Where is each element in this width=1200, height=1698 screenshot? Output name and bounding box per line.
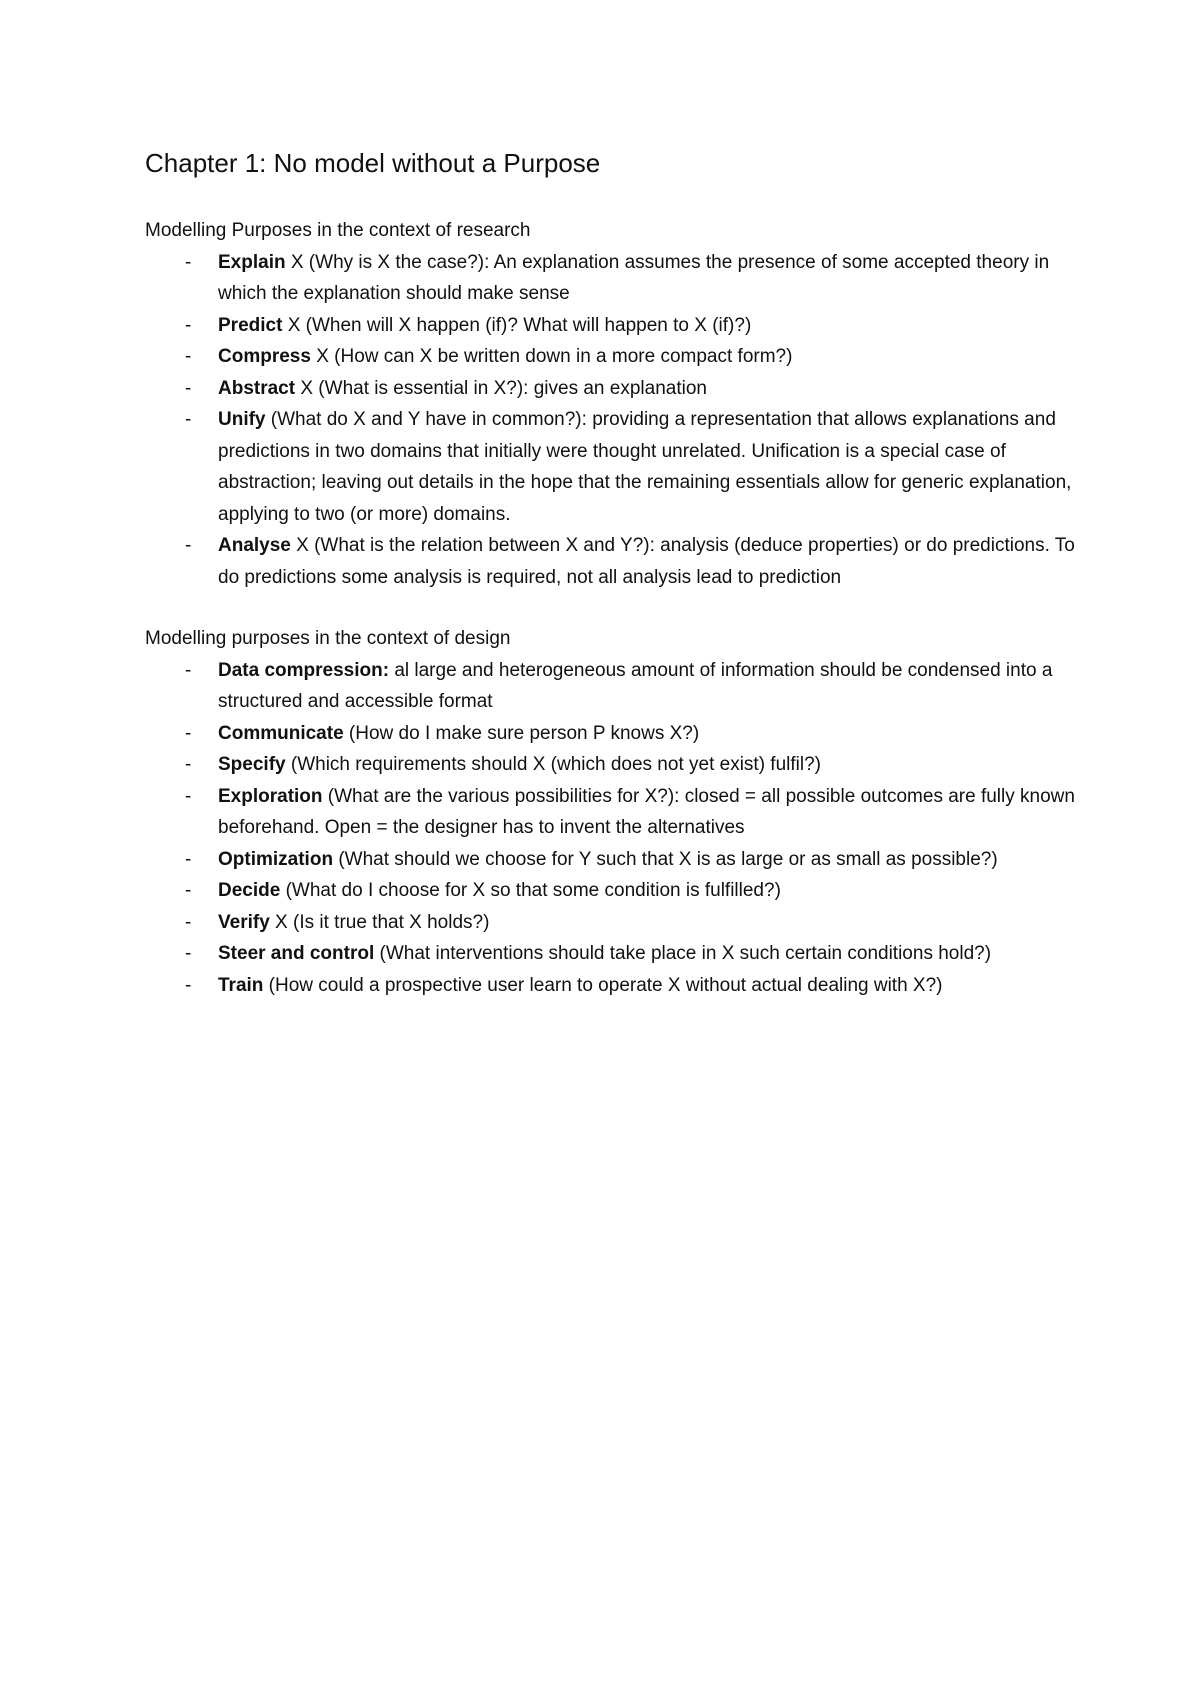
item-term: Specify <box>218 754 286 775</box>
list-item <box>145 655 1075 718</box>
page-title: Chapter 1: No model without a Purpose <box>145 148 601 178</box>
item-text: X (How can X be written down in a more compact form?) <box>310 346 793 367</box>
item-term: Predict <box>218 314 283 336</box>
bullet-dash: - <box>185 346 192 367</box>
item-text: X (What is essential in X?): gives an explanation <box>295 377 707 399</box>
bullet-dash: - <box>185 409 192 430</box>
section-heading: Modelling purposes in the context of design <box>145 628 511 649</box>
item-text: (What should we choose for Y such that X is as large or as small as possible?) <box>333 848 998 870</box>
bullet-dash: - <box>185 754 192 775</box>
list-item <box>145 718 1075 750</box>
item-text: (What do I choose for X so that some condition is fulfilled?) <box>280 880 781 901</box>
item-term: Unify <box>218 409 266 430</box>
item-term: Data compression: <box>218 659 390 681</box>
bullet-dash: - <box>185 943 192 964</box>
item-text: X (What is the relation between X and Y?): analysis (deduce properties) or do predictions. To do predictions some analysis is required, not all analysis lead to prediction <box>218 535 1075 588</box>
list-item <box>145 781 1075 844</box>
list-item <box>145 247 1075 310</box>
bullet-dash: - <box>185 974 192 996</box>
item-text: al large and heterogeneous amount of information should be condensed into a structured and accessible format <box>218 659 1053 712</box>
list-item <box>145 749 1075 781</box>
purpose-list <box>145 247 1075 594</box>
list-item <box>145 530 1075 593</box>
item-term: Communicate <box>218 722 344 744</box>
list-item <box>145 844 1075 876</box>
section-design <box>145 623 1075 1001</box>
item-text: (What are the various possibilities for X?): closed = all possible outcomes are fully known beforehand. Open = the designer has to invent the alternatives <box>218 785 1075 838</box>
bullet-dash: - <box>185 377 192 399</box>
item-text: (Which requirements should X (which does not yet exist) fulfil?) <box>285 754 821 775</box>
item-term: Analyse <box>218 535 291 556</box>
bullet-dash: - <box>185 722 192 744</box>
item-term: Compress <box>218 346 311 367</box>
item-term: Train <box>218 974 264 996</box>
item-term: Verify <box>218 911 270 933</box>
section-heading: Modelling Purposes in the context of research <box>145 220 531 241</box>
list-item <box>145 938 1075 970</box>
list-item <box>145 373 1075 405</box>
bullet-dash: - <box>185 314 192 336</box>
bullet-dash: - <box>185 659 192 681</box>
list-item <box>145 404 1075 530</box>
bullet-dash: - <box>185 848 192 870</box>
item-text: (How do I make sure person P knows X?) <box>343 722 700 744</box>
item-text: (How could a prospective user learn to operate X without actual dealing with X?) <box>263 974 943 996</box>
section-research <box>145 215 1075 593</box>
item-term: Optimization <box>218 848 334 870</box>
list-item <box>145 970 1075 1002</box>
item-term: Explain <box>218 251 286 273</box>
list-item <box>145 875 1075 907</box>
item-text: X (When will X happen (if)? What will happen to X (if)?) <box>282 314 752 336</box>
item-term: Exploration <box>218 785 323 807</box>
bullet-dash: - <box>185 251 192 273</box>
item-term: Steer and control <box>218 943 375 964</box>
item-text: X (Why is X the case?): An explanation assumes the presence of some accepted theory in which the explanation should make sense <box>218 251 1050 304</box>
item-text: (What interventions should take place in X such certain conditions hold?) <box>374 943 992 964</box>
list-item <box>145 310 1075 342</box>
bullet-dash: - <box>185 535 192 556</box>
item-term: Decide <box>218 880 281 901</box>
list-item <box>145 907 1075 939</box>
item-term: Abstract <box>218 377 296 399</box>
item-text: X (Is it true that X holds?) <box>269 911 490 933</box>
list-item <box>145 341 1075 373</box>
item-text: (What do X and Y have in common?): providing a representation that allows explanations and predictions in two domains that initially were thought unrelated. Unification is a special case of abstraction; leaving out details in the hope that the remaining essentials allow for generic explanation, applying to two (or more) domains. <box>218 409 1072 525</box>
purpose-list <box>145 655 1075 1002</box>
bullet-dash: - <box>185 880 192 901</box>
bullet-dash: - <box>185 785 192 807</box>
bullet-dash: - <box>185 911 192 933</box>
